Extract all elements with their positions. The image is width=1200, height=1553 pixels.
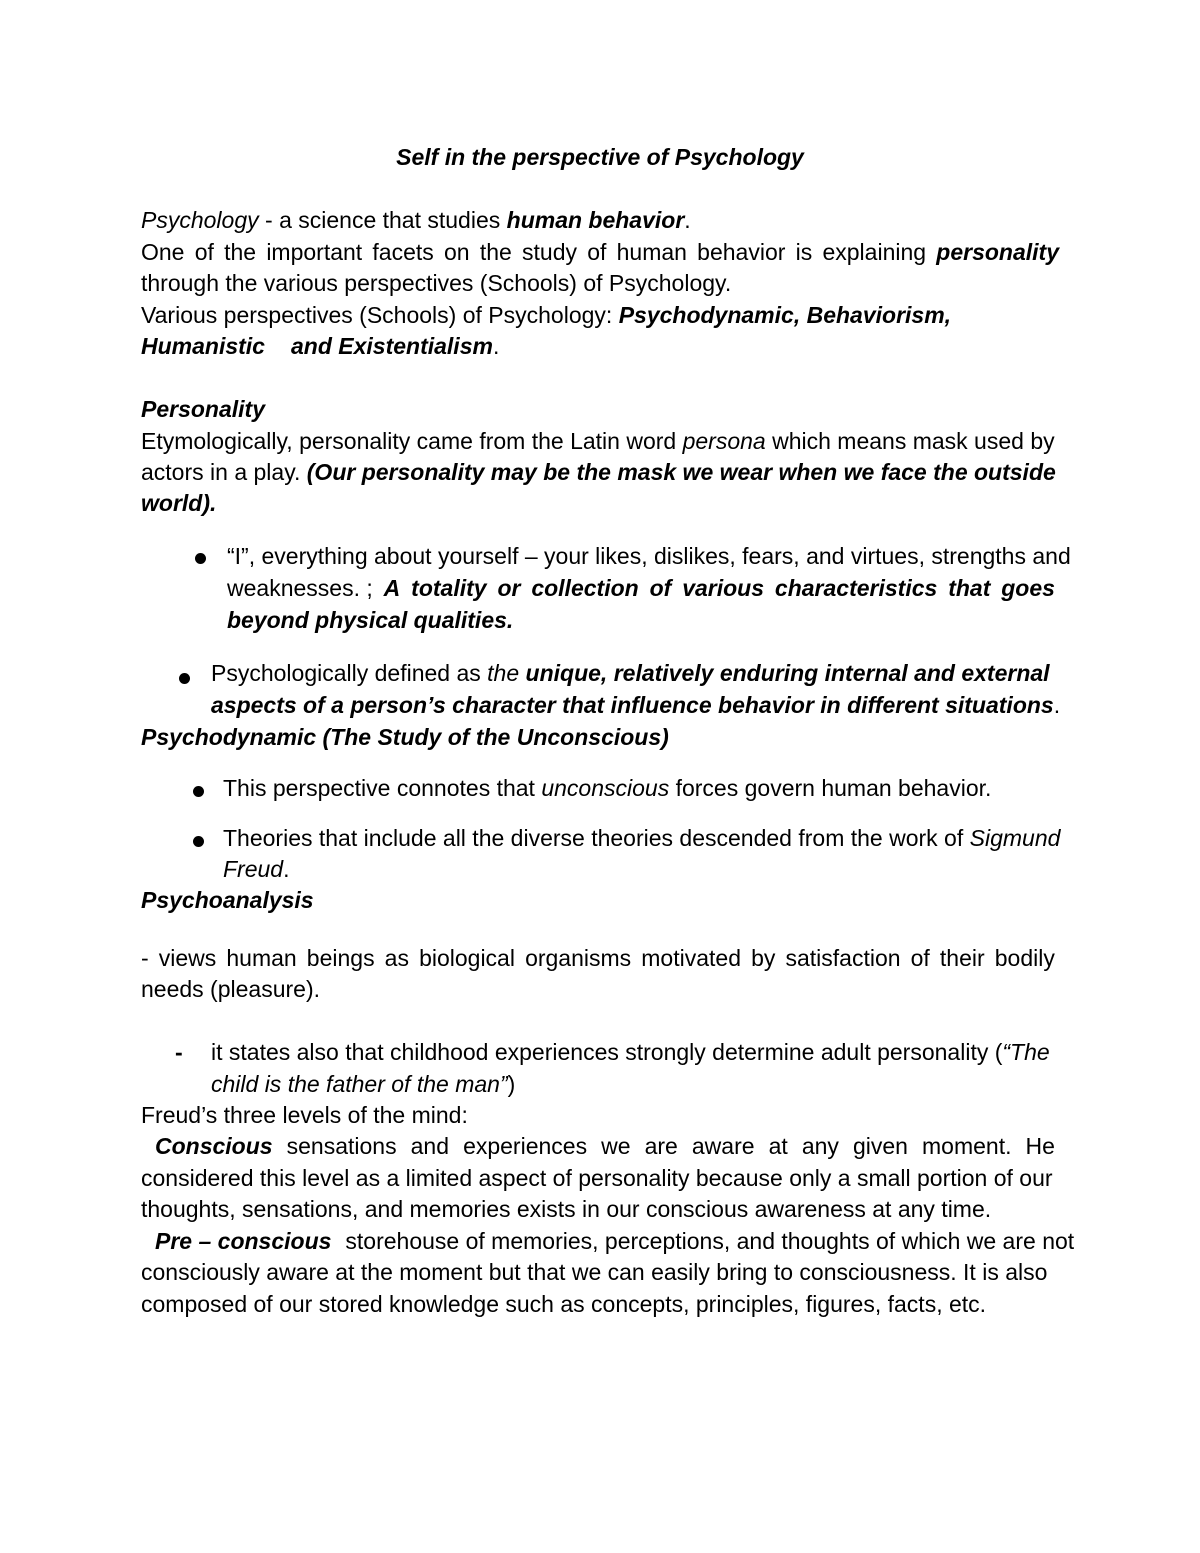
views-word: motivated	[641, 945, 741, 971]
personality-bullet-1-line-3: beyond physical qualities.	[227, 607, 514, 633]
conscious-line-2: considered this level as a limited aspect of personality because only a small portion of our	[141, 1165, 1053, 1191]
conscious-word: given	[852, 1133, 908, 1159]
preconscious-line-3: composed of our stored knowledge such as concepts, principles, figures, facts, etc.	[141, 1291, 987, 1317]
etymology-text: Etymologically, personality came from the Latin word	[141, 428, 683, 454]
etymology-line-3: world).	[141, 490, 217, 516]
bullet-2-bold-2: aspects of a person’s character that influence behavior in different situations	[211, 692, 1054, 718]
facet-word: study	[522, 239, 577, 265]
conscious-word: moment.	[922, 1133, 1012, 1159]
views-word: their	[939, 945, 985, 971]
psychoanalysis-heading: Psychoanalysis	[141, 887, 314, 913]
facet-word: the	[224, 239, 257, 265]
facet-word: of	[194, 239, 214, 265]
psychology-definition	[141, 205, 691, 236]
etymology-line-2-text: actors in a play.	[141, 459, 307, 485]
preconscious-term: Pre – conscious	[155, 1228, 332, 1254]
bullet-1-bold-word: of	[649, 575, 672, 601]
states-end: )	[507, 1071, 516, 1097]
etymology-line-2	[141, 457, 1056, 488]
facet-word: the	[479, 239, 512, 265]
dash-marker: -	[175, 1039, 183, 1065]
bullet-1-plain: weaknesses. ;	[227, 575, 373, 601]
definition-bold: human behavior	[506, 207, 685, 233]
facet-word: is	[795, 239, 813, 265]
states-line-2	[211, 1069, 515, 1100]
etymology-text-end: which means mask used by	[765, 428, 1055, 454]
views-word: -	[141, 945, 149, 971]
conscious-word: experiences	[463, 1133, 588, 1159]
bullet-icon	[193, 786, 204, 797]
definition-term: Psychology	[141, 207, 259, 233]
conscious-line-3: thoughts, sensations, and memories exists in our conscious awareness at any time.	[141, 1196, 992, 1222]
states-text: it states also that childhood experiences strongly determine adult personality (	[211, 1039, 1003, 1065]
various-end: .	[492, 333, 500, 359]
conscious-word: He	[1025, 1133, 1055, 1159]
views-word: as	[384, 945, 409, 971]
levels-intro: Freud’s three levels of the mind:	[141, 1102, 468, 1128]
psychodynamic-bullet-2-end: .	[283, 856, 290, 882]
facet-word: of	[587, 239, 607, 265]
facets-line-1	[141, 237, 1059, 268]
personality-bullet-1-line-2	[227, 573, 1055, 604]
psychodynamic-bullet-2-line-1	[223, 823, 1060, 854]
psychodynamic-bullet-1-prefix: This perspective connotes that	[223, 775, 542, 801]
bullet-2-end: .	[1053, 692, 1061, 718]
views-word: views	[158, 945, 217, 971]
bullet-2-bold-1: unique, relatively enduring internal and external	[525, 660, 1050, 686]
bullet-1-bold-word: various	[682, 575, 765, 601]
psychodynamic-bullet-1-italic: unconscious	[541, 775, 670, 801]
states-italic-2: child is the father of the man”	[211, 1071, 508, 1097]
facets-line-2: through the various perspectives (Schools) of Psychology.	[141, 270, 732, 296]
psychodynamic-bullet-2-italic: Sigmund	[969, 825, 1061, 851]
conscious-word: sensations	[286, 1133, 397, 1159]
psychodynamic-heading: Psychodynamic (The Study of the Unconscious)	[141, 724, 669, 750]
views-word: satisfaction	[785, 945, 901, 971]
facet-bold: personality	[936, 239, 1059, 265]
conscious-word: at	[768, 1133, 788, 1159]
facet-word: on	[444, 239, 470, 265]
page-title: Self in the perspective of Psychology	[396, 144, 804, 170]
various-bold-1: Psychodynamic, Behaviorism,	[618, 302, 952, 328]
bullet-icon	[195, 553, 206, 564]
conscious-term: Conscious	[155, 1133, 273, 1159]
preconscious-line-2: consciously aware at the moment but that we can easily bring to consciousness. It is also	[141, 1259, 1048, 1285]
preconscious-line-1	[141, 1226, 1074, 1257]
psychodynamic-bullet-1	[223, 773, 991, 804]
conscious-word: aware	[691, 1133, 755, 1159]
bullet-1-bold-word: collection	[531, 575, 639, 601]
conscious-word: any	[801, 1133, 839, 1159]
conscious-line-1	[141, 1131, 1055, 1162]
conscious-word: are	[644, 1133, 678, 1159]
facet-word: explaining	[822, 239, 927, 265]
views-line-2: needs (pleasure).	[141, 976, 320, 1002]
conscious-word: and	[410, 1133, 450, 1159]
personality-bullet-2-line-2	[211, 690, 1060, 721]
bullet-1-bold-word: or	[497, 575, 521, 601]
definition-text: - a science that studies	[258, 207, 507, 233]
various-bold-2a: Humanistic	[141, 333, 265, 359]
views-word: human	[226, 945, 297, 971]
views-word: bodily	[994, 945, 1055, 971]
facet-word: behavior	[697, 239, 786, 265]
views-word: by	[751, 945, 776, 971]
states-italic-1: “The	[1002, 1039, 1050, 1065]
views-word: organisms	[525, 945, 632, 971]
facet-word: facets	[372, 239, 434, 265]
bullet-1-bold-word: goes	[1001, 575, 1055, 601]
various-line-1	[141, 300, 951, 331]
bullet-1-bold-word: A	[383, 575, 401, 601]
bullet-2-prefix: Psychologically defined as	[211, 660, 488, 686]
views-line-1	[141, 943, 1055, 974]
bullet-2-italic: the	[487, 660, 520, 686]
etymology-bold: (Our personality may be the mask we wear when we face the outside	[306, 459, 1056, 485]
bullet-icon	[179, 673, 190, 684]
personality-heading: Personality	[141, 396, 265, 422]
bullet-1-bold-word: characteristics	[774, 575, 938, 601]
psychodynamic-bullet-2-text: Theories that include all the diverse theories descended from the work of	[223, 825, 970, 851]
etymology-line-1	[141, 426, 1055, 457]
psychodynamic-bullet-2-italic-2: Freud	[223, 856, 284, 882]
facet-word: human	[616, 239, 687, 265]
definition-end: .	[684, 207, 691, 233]
bullet-1-bold-word: totality	[411, 575, 487, 601]
conscious-word: we	[601, 1133, 631, 1159]
preconscious-text: storehouse of memories, perceptions, and thoughts of which we are not	[345, 1228, 1075, 1254]
facet-word: One	[141, 239, 185, 265]
bullet-icon	[193, 836, 204, 847]
various-line-2	[141, 331, 499, 362]
facet-word: important	[266, 239, 363, 265]
psychodynamic-bullet-1-rest: forces govern human behavior.	[669, 775, 992, 801]
various-prefix: Various perspectives (Schools) of Psychology:	[141, 302, 619, 328]
various-bold-2b: and Existentialism	[290, 333, 493, 359]
psychodynamic-bullet-2-line-2	[223, 854, 289, 885]
bullet-1-bold-word: that	[948, 575, 991, 601]
views-word: beings	[306, 945, 375, 971]
states-line-1	[211, 1037, 1050, 1068]
personality-bullet-2-line-1	[211, 658, 1050, 689]
etymology-italic: persona	[682, 428, 766, 454]
views-word: biological	[419, 945, 515, 971]
personality-bullet-1-line-1: “I”, everything about yourself – your likes, dislikes, fears, and virtues, strengths and	[227, 543, 1071, 569]
views-word: of	[910, 945, 930, 971]
